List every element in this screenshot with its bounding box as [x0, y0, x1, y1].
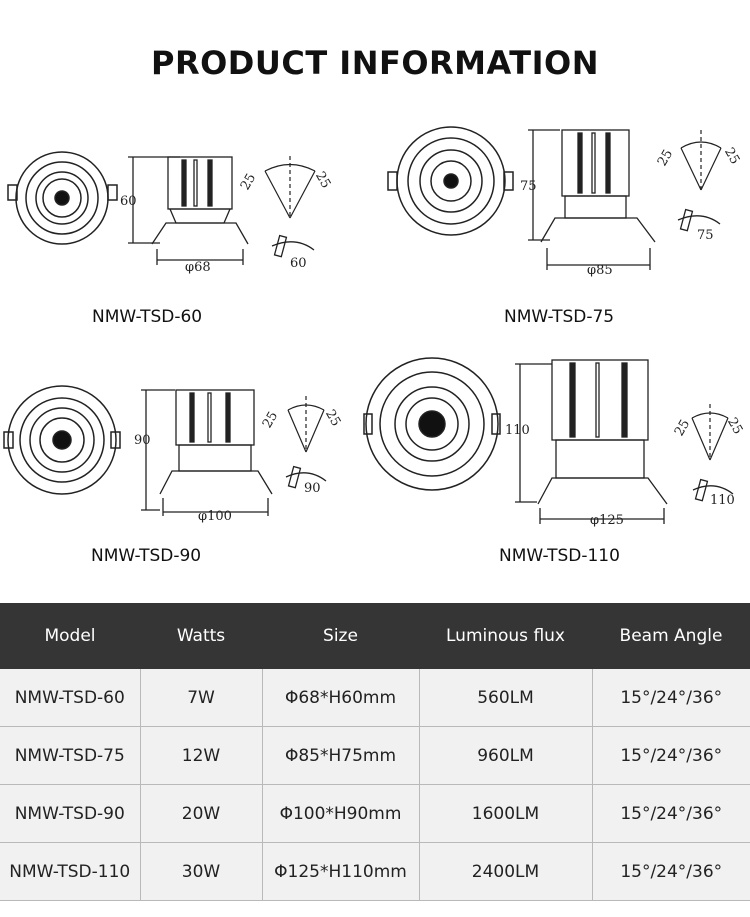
- table-row: [0, 785, 750, 843]
- drawing-nmw-tsd-110: [362, 352, 750, 532]
- diameter-label: φ125: [590, 513, 624, 528]
- beam-angle-icon: [681, 130, 721, 190]
- diameter-label: φ100: [198, 509, 232, 524]
- cell-beam-angle: 15°/24°/36°: [592, 727, 750, 785]
- beam-angle-left: 25: [654, 147, 677, 169]
- model-caption: NMW-TSD-110: [499, 546, 620, 566]
- tilt-label: 90: [304, 481, 321, 496]
- cell-model: NMW-TSD-75: [0, 727, 140, 785]
- cell-size: Φ100*H90mm: [262, 785, 419, 843]
- tilt-label: 110: [710, 493, 735, 508]
- beam-angle-icon: [692, 404, 728, 460]
- page-title: PRODUCT INFORMATION: [150, 44, 600, 82]
- cell-size: Φ125*H110mm: [262, 843, 419, 901]
- cell-size: Φ68*H60mm: [262, 669, 419, 727]
- beam-angle-left: 25: [237, 171, 260, 193]
- header-luminous-flux: Luminous flux: [419, 603, 592, 669]
- drawing-nmw-tsd-90: [0, 370, 375, 530]
- beam-angle-right: 25: [322, 407, 344, 430]
- front-view: [388, 127, 513, 235]
- cell-model: NMW-TSD-110: [0, 843, 140, 901]
- cell-beam-angle: 15°/24°/36°: [592, 843, 750, 901]
- model-caption: NMW-TSD-90: [91, 546, 202, 566]
- model-caption: NMW-TSD-60: [92, 307, 203, 327]
- cell-model: NMW-TSD-60: [0, 669, 140, 727]
- cell-watts: 7W: [140, 669, 262, 727]
- front-view: [364, 358, 500, 490]
- side-view: [128, 157, 248, 265]
- model-caption: NMW-TSD-75: [504, 307, 615, 327]
- height-label: 60: [120, 194, 137, 209]
- beam-angle-right: 25: [724, 415, 746, 438]
- cell-beam-angle: 15°/24°/36°: [592, 785, 750, 843]
- diameter-label: φ85: [587, 263, 613, 278]
- cell-luminous-flux: 1600LM: [419, 785, 592, 843]
- cell-watts: 12W: [140, 727, 262, 785]
- table-row: [0, 843, 750, 901]
- diameter-label: φ68: [185, 260, 211, 275]
- tilt-label: 75: [697, 228, 714, 243]
- front-view: [4, 386, 120, 494]
- side-view: [528, 130, 655, 270]
- cell-luminous-flux: 2400LM: [419, 843, 592, 901]
- cell-watts: 30W: [140, 843, 262, 901]
- height-label: 75: [520, 179, 537, 194]
- beam-angle-icon: [265, 156, 315, 218]
- table-header-row: [0, 603, 750, 669]
- tilt-label: 60: [290, 256, 307, 271]
- beam-angle-icon: [288, 396, 324, 452]
- beam-angle-left: 25: [259, 409, 282, 431]
- cell-beam-angle: 15°/24°/36°: [592, 669, 750, 727]
- drawing-nmw-tsd-60: [0, 130, 375, 290]
- beam-angle-left: 25: [671, 417, 694, 439]
- cell-size: Φ85*H75mm: [262, 727, 419, 785]
- side-view: [141, 390, 272, 516]
- cell-luminous-flux: 960LM: [419, 727, 592, 785]
- beam-angle-right: 25: [721, 145, 743, 168]
- header-size: Size: [262, 603, 419, 669]
- drawing-nmw-tsd-75: [375, 118, 750, 288]
- side-view: [515, 360, 667, 524]
- table-row: [0, 669, 750, 727]
- cell-luminous-flux: 560LM: [419, 669, 592, 727]
- cell-watts: 20W: [140, 785, 262, 843]
- tilt-icon: [272, 236, 314, 257]
- beam-angle-right: 25: [312, 169, 334, 192]
- table-row: [0, 727, 750, 785]
- height-label: 90: [134, 433, 151, 448]
- front-view: [8, 152, 117, 244]
- header-beam-angle: Beam Angle: [592, 603, 750, 669]
- spec-table: [0, 603, 750, 901]
- header-watts: Watts: [140, 603, 262, 669]
- header-model: Model: [0, 603, 140, 669]
- cell-model: NMW-TSD-90: [0, 785, 140, 843]
- height-label: 110: [505, 423, 530, 438]
